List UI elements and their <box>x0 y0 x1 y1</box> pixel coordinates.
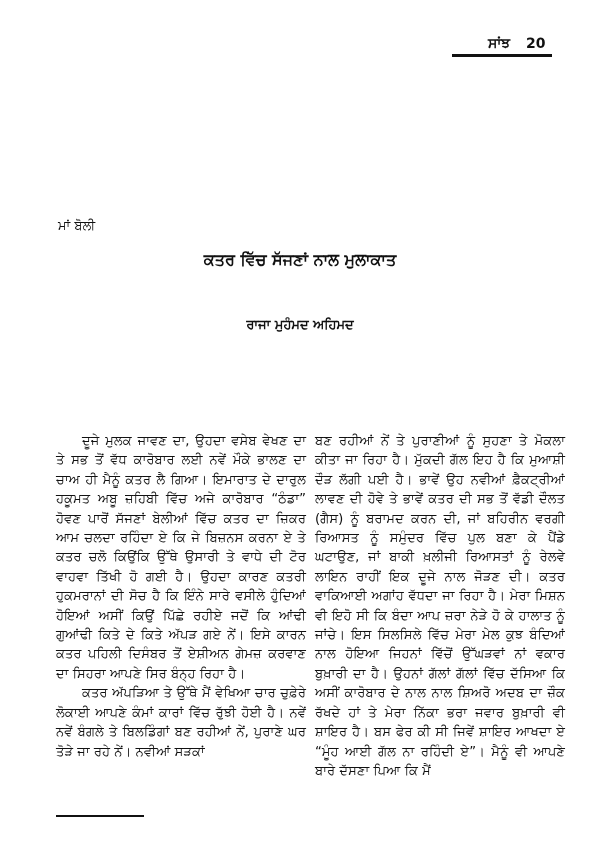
running-title: ਸਾਂਝ <box>488 36 511 52</box>
body-column-left <box>56 432 306 762</box>
paragraph: ਬਣ ਰਹੀਆਂ ਨੇਂ ਤੇ ਪੁਰਾਣੀਆਂ ਨੂੰ ਸੁਹਣਾ ਤੇ ਮੋਕਲਾ ਕੀਤਾ ਜਾ ਰਿਹਾ ਹੈ। ਮੁੱਕਦੀ ਗੱਲ ਇਹ ਹੈ ਕਿ ਮੁਆਸ਼ੀ ਦੌੜ ਲੱਗੀ ਪਈ ਹੈ। ਭਾਵੇਂ ਉਹ ਨਵੀਆਂ ਫ਼ੈਕਟ੍ਰੀਆਂ ਲਾਵਣ ਦੀ ਹੋਵੇ ਤੇ ਭਾਵੇਂ ਕਤਰ ਦੀ ਸਭ ਤੋਂ ਵੱਡੀ ਦੌਲਤ (ਗੈਸ) ਨੂੰ ਬਰਾਮਦ ਕਰਨ ਦੀ, ਜਾਂ ਬਹਿਰੀਨ ਵਰਗੀ ਰਿਆਸਤ ਨੂੰ ਸਮੁੰਦਰ ਵਿੱਚ ਪੁਲ ਬਣਾ ਕੇ ਪੈਂਡੇ ਘਟਾਉਣ, ਜਾਂ ਬਾਕੀ ਖ਼ਲੀਜੀ ਰਿਆਸਤਾਂ ਨੂੰ ਰੇਲਵੇ ਲਾਇਨ ਰਾਹੀਂ ਇਕ ਦੂਜੇ ਨਾਲ ਜੋੜਣ ਦੀ। ਕਤਰ ਵਾਕਿਆਈ ਅਗਾਂਹ ਵੱਧਦਾ ਜਾ ਰਿਹਾ ਹੈ। ਮੇਰਾ ਮਿਸ਼ਨ ਵੀ ਇਹੋ ਸੀ ਕਿ ਬੰਦਾ ਆਪ ਜ਼ਰਾ ਨੇੜੇ ਹੋ ਕੇ ਹਾਲਾਤ ਨੂੰ ਜਾਂਚੇ। ਇਸ ਸਿਲਸਿਲੇ ਵਿੱਚ ਮੇਰਾ ਮੇਲ ਕੁਝ ਬੰਦਿਆਂ ਨਾਲ ਹੋਇਆ ਜਿਹਨਾਂ ਵਿੱਚੋਂ ਉੱਘੜਵਾਂ ਨਾਂ ਵਕਾਰ ਬੁਖ਼ਾਰੀ ਦਾ ਹੈ। ਉਹਨਾਂ ਗੱਲਾਂ ਗੱਲਾਂ ਵਿੱਚ ਦੱਸਿਆ ਕਿ ਅਸੀਂ ਕਾਰੋਬਾਰ ਦੇ ਨਾਲ ਨਾਲ ਸ਼ਿਅਰੋ ਅਦਬ ਦਾ ਜ਼ੌਕ ਰੱਖਦੇ ਹਾਂ ਤੇ ਮੇਰਾ ਨਿੱਕਾ ਭਰਾ ਜਵਾਰ ਬੁਖ਼ਾਰੀ ਵੀ ਸ਼ਾਇਰ ਹੈ। ਬਸ ਫੇਰ ਕੀ ਸੀ ਜਿਵੇਂ ਸ਼ਾਇਰ ਆਖਦਾ ਏ “ਮੂੰਹ ਆਈ ਗੱਲ ਨਾ ਰਹਿੰਦੀ ਏ”। ਮੈਨੂੰ ਵੀ ਆਪਣੇ ਬਾਰੇ ਦੱਸਣਾ ਪਿਆ ਕਿ ਮੈਂ <box>315 434 565 779</box>
footnote-rule <box>56 815 144 817</box>
article-title: ਕਤਰ ਵਿੱਚ ਸੱਜਣਾਂ ਨਾਲ ਮੁਲਾਕਾਤ <box>203 250 397 269</box>
paragraph: ਕਤਰ ਅੱਪੜਿਆ ਤੇ ਉੱਥੇ ਮੈਂ ਵੇਖਿਆ ਚਾਰ ਚੁਫ਼ੇਰੇ ਲੋਕਾਈ ਆਪਣੇ ਕੰਮਾਂ ਕਾਰਾਂ ਵਿੱਚ ਰੁੱਝੀ ਹੋਈ ਹੈ। ਨਵੇਂ ਨਵੇਂ ਬੰਗਲੇ ਤੇ ਬਿਲਡਿੰਗਾਂ ਬਣ ਰਹੀਆਂ ਨੇਂ, ਪੁਰਾਣੇ ਘਰ ਤੋੜੇ ਜਾ ਰਹੇ ਨੇਂ। ਨਵੀਆਂ ਸੜਕਾਂ <box>56 686 306 760</box>
header-rule <box>452 54 552 57</box>
page-header <box>0 0 600 60</box>
page-number: 20 <box>526 36 546 52</box>
article-author: ਰਾਜਾ ਮੁਹੰਮਦ ਅਹਿਮਦ <box>246 318 354 333</box>
body-column-right <box>315 432 565 781</box>
section-label: ਮਾਂ ਬੋਲੀ <box>58 219 96 234</box>
paragraph: ਦੂਜੇ ਮੁਲਕ ਜਾਵਣ ਦਾ, ਉਹਦਾ ਵਸੇਬ ਵੇਖਣ ਦਾ ਤੇ ਸਭ ਤੋਂ ਵੱਧ ਕਾਰੋਬਾਰ ਲਈ ਨਵੇਂ ਮੌਕੇ ਭਾਲਣ ਦਾ ਚਾਅ ਹੀ ਮੈਨੂੰ ਕਤਰ ਲੈ ਗਿਆ। ਇਮਾਰਾਤ ਦੇ ਦਾਰੁਲ ਹਕੂਮਤ ਅਬੂ ਜ਼ਹਿਬੀ ਵਿੱਚ ਅਜੇ ਕਾਰੋਬਾਰ “ਠੰਡਾ” ਹੋਵਣ ਪਾਰੋਂ ਸੱਜਣਾਂ ਬੇਲੀਆਂ ਵਿੱਚ ਕਤਰ ਦਾ ਜ਼ਿਕਰ ਆਮ ਚਲਦਾ ਰਹਿੰਦਾ ਏ ਕਿ ਜੇ ਬਿਜ਼ਨਸ ਕਰਨਾ ਏ ਤੇ ਕਤਰ ਚਲੋ ਕਿਉਂਕਿ ਉੱਥੇ ਉਸਾਰੀ ਤੇ ਵਾਧੇ ਦੀ ਟੋਰ ਵਾਹਵਾ ਤਿੱਖੀ ਹੋ ਗਈ ਹੈ। ਉਹਦਾ ਕਾਰਣ ਕਤਰੀ ਹੁਕਮਰਾਨਾਂ ਦੀ ਸੋਚ ਹੈ ਕਿ ਇੰਨੇ ਸਾਰੇ ਵਸੀਲੇ ਹੁੰਦਿਆਂ ਹੋਇਆਂ ਅਸੀਂ ਕਿਉਂ ਪਿੱਛੇ ਰਹੀਏ ਜਦੋਂ ਕਿ ਆਂਢੀ ਗੁਆਂਢੀ ਕਿਤੇ ਦੇ ਕਿਤੇ ਅੱਪੜ ਗਏ ਨੇਂ। ਇਸੇ ਕਾਰਨ ਕਤਰ ਪਹਿਲੀ ਦਿਸੰਬਰ ਤੋਂ ਏਸ਼ੀਅਨ ਗੇਮਜ਼ ਕਰਵਾਣ ਦਾ ਸਿਹਰਾ ਆਪਣੇ ਸਿਰ ਬੰਨ੍ਹ ਰਿਹਾ ਹੈ। <box>56 434 306 682</box>
